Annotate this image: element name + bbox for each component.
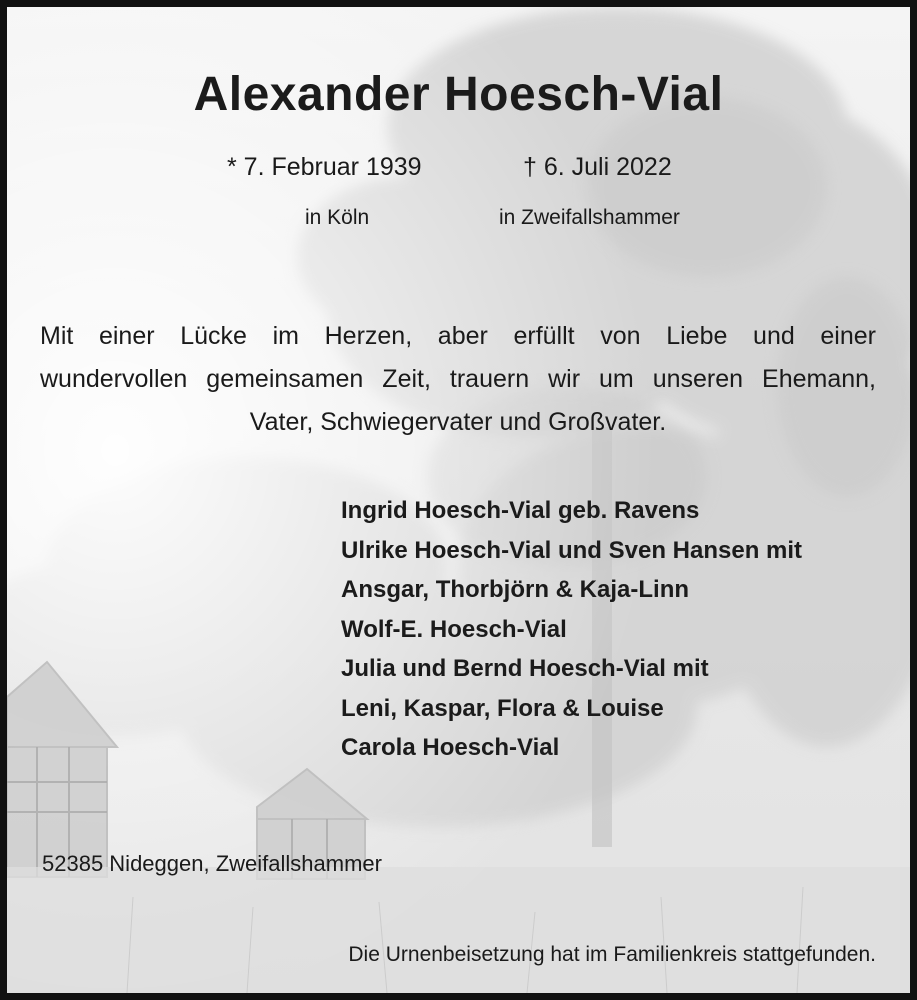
- death-place: in Zweifallshammer: [499, 206, 680, 229]
- family-location: 52385 Nideggen, Zweifallshammer: [42, 851, 382, 876]
- mourners-list: [341, 491, 802, 768]
- mourner-entry: Ansgar, Thorbjörn & Kaja-Linn: [341, 576, 690, 603]
- message-line: wundervollen gemeinsamen Zeit, trauern wir um unseren Ehemann,: [40, 365, 876, 393]
- message-line: Vater, Schwiegervater und Großvater.: [249, 408, 667, 436]
- birth-date: * 7. Februar 1939: [227, 153, 422, 181]
- death-date: † 6. Juli 2022: [523, 153, 672, 181]
- funeral-note: Die Urnenbeisetzung hat im Familienkreis stattgefunden.: [348, 943, 876, 966]
- condolence-message: [40, 315, 876, 444]
- mourner-entry: Ulrike Hoesch-Vial und Sven Hansen mit: [341, 536, 803, 564]
- mourner-entry: Wolf-E. Hoesch-Vial: [341, 615, 567, 643]
- mourner-entry: Carola Hoesch-Vial: [341, 734, 560, 761]
- mourner-entry: Leni, Kaspar, Flora & Louise: [341, 694, 664, 722]
- message-line: Mit einer Lücke im Herzen, aber erfüllt von Liebe und einer: [40, 322, 876, 350]
- birth-place: in Köln: [305, 206, 370, 229]
- deceased-name: Alexander Hoesch-Vial: [193, 68, 724, 121]
- mourner-entry: Ingrid Hoesch-Vial geb. Ravens: [341, 497, 700, 524]
- mourner-entry: Julia und Bernd Hoesch-Vial mit: [341, 655, 709, 682]
